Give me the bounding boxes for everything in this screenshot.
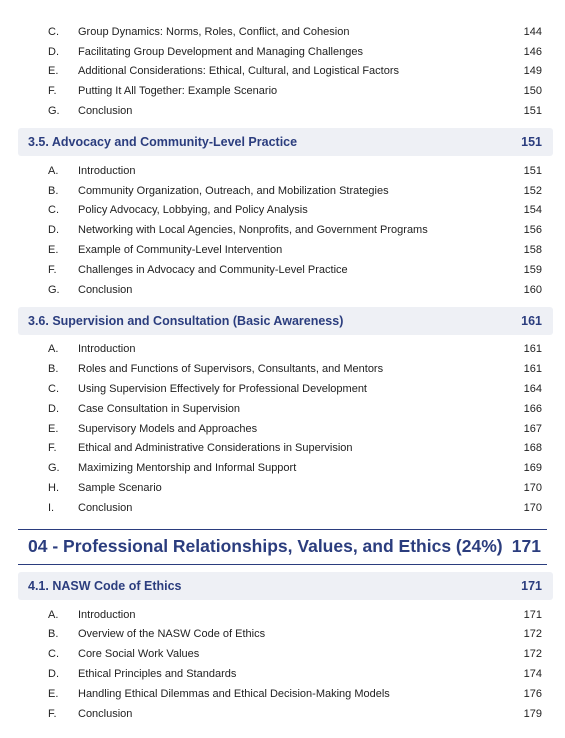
entry-title: Group Dynamics: Norms, Roles, Conflict, and Cohesion bbox=[78, 25, 350, 38]
entry-title: Supervisory Models and Approaches bbox=[78, 422, 258, 435]
entry-title: Roles and Functions of Supervisors, Consultants, and Mentors bbox=[78, 363, 384, 376]
entry-page-number: 149 bbox=[523, 65, 542, 78]
entry-page-number: 164 bbox=[523, 383, 542, 396]
entry-letter: A. bbox=[48, 164, 59, 177]
entry-title: Sample Scenario bbox=[78, 482, 162, 495]
entry-letter: B. bbox=[48, 363, 59, 376]
toc-entry[interactable] bbox=[0, 220, 565, 240]
entry-page-number: 150 bbox=[523, 85, 542, 98]
section-heading[interactable] bbox=[18, 307, 553, 335]
toc-entry[interactable] bbox=[0, 664, 565, 684]
entry-page-number: 170 bbox=[523, 482, 542, 495]
entry-title: Conclusion bbox=[78, 501, 133, 514]
toc-entry[interactable] bbox=[0, 359, 565, 379]
toc-entry[interactable] bbox=[0, 240, 565, 260]
entry-letter: G. bbox=[48, 105, 60, 118]
chapter-page-number: 171 bbox=[511, 536, 541, 557]
entry-title: Ethical and Administrative Considerations in Supervision bbox=[78, 442, 353, 455]
entry-letter: G. bbox=[48, 462, 60, 475]
section-page-number: 171 bbox=[521, 578, 542, 593]
entry-page-number: 172 bbox=[523, 648, 542, 661]
entry-title: Handling Ethical Dilemmas and Ethical Decision-Making Models bbox=[78, 687, 390, 700]
entry-letter: C. bbox=[48, 648, 59, 661]
entry-letter: C. bbox=[48, 204, 59, 217]
entry-page-number: 176 bbox=[523, 687, 542, 700]
toc-entry[interactable] bbox=[0, 605, 565, 625]
entry-letter: E. bbox=[48, 422, 59, 435]
toc-entry[interactable] bbox=[0, 458, 565, 478]
toc-entry[interactable] bbox=[0, 498, 565, 518]
entry-page-number: 151 bbox=[523, 105, 542, 118]
entry-page-number: 170 bbox=[523, 501, 542, 514]
entry-letter: D. bbox=[48, 402, 59, 415]
entry-letter: B. bbox=[48, 628, 59, 641]
entry-page-number: 156 bbox=[523, 224, 542, 237]
entry-letter: F. bbox=[48, 85, 57, 98]
toc-entry[interactable] bbox=[0, 399, 565, 419]
entry-page-number: 144 bbox=[523, 25, 542, 38]
section-title: 4.1. NASW Code of Ethics bbox=[28, 578, 182, 593]
entry-title: Example of Community-Level Intervention bbox=[78, 244, 283, 257]
toc-entry[interactable] bbox=[0, 684, 565, 704]
section-title: 3.6. Supervision and Consultation (Basic Awareness) bbox=[28, 313, 344, 328]
toc-entry[interactable] bbox=[0, 340, 565, 360]
entry-title: Putting It All Together: Example Scenario bbox=[78, 85, 278, 98]
toc-entry[interactable] bbox=[0, 280, 565, 300]
entry-page-number: 174 bbox=[523, 668, 542, 681]
toc-entry[interactable] bbox=[0, 81, 565, 101]
entry-title: Case Consultation in Supervision bbox=[78, 402, 241, 415]
entry-letter: F. bbox=[48, 263, 57, 276]
entry-letter: D. bbox=[48, 224, 59, 237]
entry-page-number: 152 bbox=[523, 184, 542, 197]
entry-page-number: 151 bbox=[523, 164, 542, 177]
entry-title: Conclusion bbox=[78, 283, 133, 296]
toc-entry[interactable] bbox=[0, 704, 565, 724]
entry-page-number: 160 bbox=[523, 283, 542, 296]
section-heading[interactable] bbox=[18, 128, 553, 156]
entry-title: Community Organization, Outreach, and Mobilization Strategies bbox=[78, 184, 389, 197]
section-page-number: 161 bbox=[521, 313, 542, 328]
toc-entry[interactable] bbox=[0, 22, 565, 42]
toc-entry[interactable] bbox=[0, 62, 565, 82]
toc-entry[interactable] bbox=[0, 201, 565, 221]
chapter-heading[interactable] bbox=[18, 529, 547, 565]
entry-title: Maximizing Mentorship and Informal Support bbox=[78, 462, 297, 475]
entry-title: Using Supervision Effectively for Professional Development bbox=[78, 383, 367, 396]
toc-entry[interactable] bbox=[0, 260, 565, 280]
entry-letter: I. bbox=[48, 501, 55, 514]
entry-title: Ethical Principles and Standards bbox=[78, 668, 237, 681]
toc-entry[interactable] bbox=[0, 42, 565, 62]
entry-letter: E. bbox=[48, 65, 59, 78]
entry-letter: E. bbox=[48, 244, 59, 257]
entry-letter: A. bbox=[48, 608, 59, 621]
entry-page-number: 167 bbox=[523, 422, 542, 435]
entry-letter: A. bbox=[48, 343, 59, 356]
toc-entry[interactable] bbox=[0, 644, 565, 664]
toc-entry[interactable] bbox=[0, 101, 565, 121]
entry-letter: F. bbox=[48, 707, 57, 720]
entry-title: Core Social Work Values bbox=[78, 648, 200, 661]
entry-letter: F. bbox=[48, 442, 57, 455]
toc-entry[interactable] bbox=[0, 478, 565, 498]
entry-title: Introduction bbox=[78, 608, 136, 621]
entry-title: Networking with Local Agencies, Nonprofits, and Government Programs bbox=[78, 224, 428, 237]
entry-title: Challenges in Advocacy and Community-Level Practice bbox=[78, 263, 348, 276]
entry-page-number: 161 bbox=[523, 343, 542, 356]
entry-title: Conclusion bbox=[78, 707, 133, 720]
section-heading[interactable] bbox=[18, 572, 553, 600]
entry-letter: B. bbox=[48, 184, 59, 197]
entry-page-number: 172 bbox=[523, 628, 542, 641]
entry-title: Facilitating Group Development and Managing Challenges bbox=[78, 45, 363, 58]
section-page-number: 151 bbox=[521, 134, 542, 149]
entry-page-number: 168 bbox=[523, 442, 542, 455]
toc-entry[interactable] bbox=[0, 439, 565, 459]
toc-entry[interactable] bbox=[0, 161, 565, 181]
entry-title: Overview of the NASW Code of Ethics bbox=[78, 628, 266, 641]
entry-letter: C. bbox=[48, 383, 59, 396]
entry-letter: G. bbox=[48, 283, 60, 296]
entry-title: Policy Advocacy, Lobbying, and Policy Analysis bbox=[78, 204, 308, 217]
entry-title: Introduction bbox=[78, 164, 136, 177]
entry-page-number: 171 bbox=[523, 608, 542, 621]
entry-page-number: 158 bbox=[523, 244, 542, 257]
toc-entry[interactable] bbox=[0, 181, 565, 201]
section-title: 3.5. Advocacy and Community-Level Practice bbox=[28, 134, 298, 149]
entry-page-number: 161 bbox=[523, 363, 542, 376]
entry-letter: E. bbox=[48, 687, 59, 700]
entry-title: Additional Considerations: Ethical, Cultural, and Logistical Factors bbox=[78, 65, 399, 78]
chapter-title: 04 - Professional Relationships, Values, and Ethics (24%) bbox=[28, 536, 503, 557]
entry-title: Introduction bbox=[78, 343, 136, 356]
toc-entry[interactable] bbox=[0, 419, 565, 439]
entry-letter: C. bbox=[48, 25, 59, 38]
toc-entry[interactable] bbox=[0, 625, 565, 645]
entry-letter: D. bbox=[48, 45, 59, 58]
entry-letter: D. bbox=[48, 668, 59, 681]
entry-page-number: 159 bbox=[523, 263, 542, 276]
toc-entry[interactable] bbox=[0, 379, 565, 399]
entry-page-number: 179 bbox=[523, 707, 542, 720]
entry-page-number: 166 bbox=[523, 402, 542, 415]
entry-title: Conclusion bbox=[78, 105, 133, 118]
entry-letter: H. bbox=[48, 482, 59, 495]
entry-page-number: 154 bbox=[523, 204, 542, 217]
entry-page-number: 146 bbox=[523, 45, 542, 58]
entry-page-number: 169 bbox=[523, 462, 542, 475]
